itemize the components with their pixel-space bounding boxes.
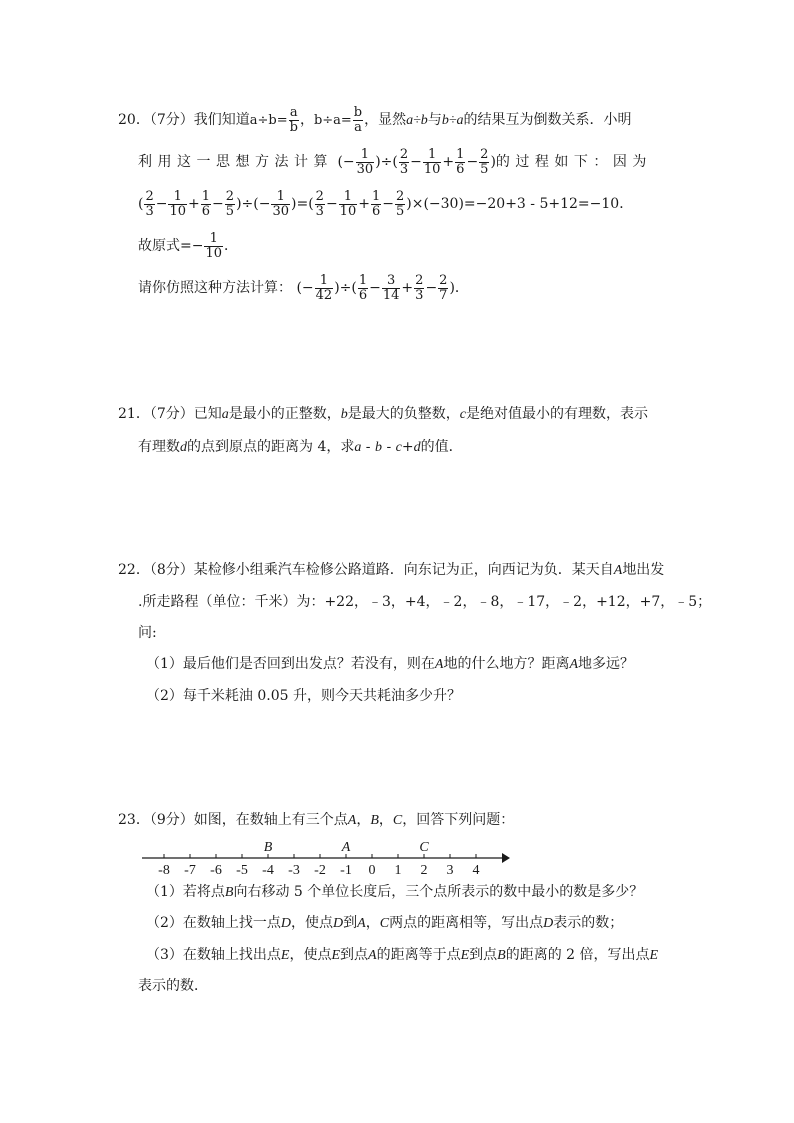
number-line-tick-label: -5 [236,863,248,878]
expr-reciprocal: ( $\frac{2}{3}$ − $\frac{1}{10}$ + $\frac{1}{6}$ − $\frac{2}{5}$ )÷(− $\frac{1}{30}$ )=( $\frac{2}{3}$ − $\frac{1}{10}$ + $\frac{1}{6}$ − $\frac{2}{5}$ ) [138,189,412,219]
expr-task: (− $\frac{1}{42}$ )÷( $\frac{1}{6}$ − $\frac{3}{14}$ + $\frac{2}{3}$ − $\frac{2}{7}$ ) [296,273,455,303]
q22-subquestion-2: （2）每千米耗油 0.05 升，则今天共耗油多少升？ [146,688,461,704]
q20-line5: 请你仿照这种方法计算： (− $\frac{1}{42}$ )÷( $\frac{1}{6}$ − $\frac{3}{14}$ + $\frac{2}{3}$ − $\frac{2}{7}$ )． [138,273,469,303]
number-line-tick-label: 1 [394,863,402,878]
q21-score: （7分） [149,406,194,422]
q22-line1: 22．（8分）某检修小组乘汽车检修公路道路．向东记为正，向西记为负．某天自A地出发 [118,562,665,578]
number-line-tick-label: 4 [472,863,480,878]
q23-line1: 23．（9分）如图，在数轴上有三个点A，B，C，回答下列问题： [118,812,515,828]
number-line-arrow-icon [502,853,510,863]
expr-original: (− $\frac{1}{30}$ )÷( $\frac{2}{3}$ − $\frac{1}{10}$ + $\frac{1}{6}$ − $\frac{2}{5}$ ) [337,147,496,177]
point-label-c: C [419,840,429,855]
q21-number: 21． [118,406,150,422]
q22-number: 22． [118,562,150,578]
number-line-tick-label: -1 [340,863,352,878]
number-line-tick-label: 3 [446,863,454,878]
point-label-a: A [341,840,351,855]
q23-subquestion-2: （2）在数轴上找一点D，使点D到A，C两点的距离相等，写出点D表示的数； [146,915,624,931]
fraction-a-over-b: $\frac{a}{b}$ [289,105,298,135]
q22-subquestion-1: （1）最后他们是否回到出发点？若没有，则在A地的什么地方？距离A地多远？ [146,656,635,672]
number-line-tick-label: -2 [314,863,326,878]
fraction-answer: $\frac{1}{10}$ [205,231,223,261]
q20-line2: 利用这一思想方法计算 (− $\frac{1}{30}$ )÷( $\frac{2}{3}$ − $\frac{1}{10}$ + $\frac{1}{6}$ − $\frac{2}{5}$ )的过程如下：因为 [138,147,652,177]
q20-line1: 20．（7分）我们知道a÷b= $\frac{a}{b}$ ，b÷a= $\frac{b}{a}$ ，显然a÷b与b÷a的结果互为倒数关系．小明 [118,105,632,135]
number-line-tick-label: -7 [184,863,196,878]
q23-subquestion-3-cont: 表示的数． [138,978,208,994]
q23-number: 23． [118,812,150,828]
q22-line2: .所走路程（单位：千米）为：+22，﹣3，+4，﹣2，﹣8，﹣17，﹣2，+12，+7，﹣5； [138,594,712,610]
q21-line1: 21．（7分）已知a是最小的正整数，b是最大的负整数，c是绝对值最小的有理数，表示 [118,406,648,422]
number-line-tick-label: -6 [210,863,222,878]
q20-number: 20． [118,112,150,129]
number-line-figure [138,836,538,880]
q22-line3: 问: [138,625,157,641]
q20-line3: ( $\frac{2}{3}$ − $\frac{1}{10}$ + $\frac{1}{6}$ − $\frac{2}{5}$ )÷(− $\frac{1}{30}$ )=( $\frac{2}{3}$ − $\frac{1}{10}$ + $\frac{1}{6}$ − $\frac{2}{5}$ )×(−30)=−20+3 - 5+12=−10． [138,189,634,219]
point-label-b: B [263,840,273,855]
fraction-b-over-a: $\frac{b}{a}$ [353,105,363,135]
q22-score: （8分） [149,562,194,578]
number-line-tick-label: 2 [420,863,428,878]
q23-score: （9分） [149,812,194,828]
q20-score: （7分） [149,112,194,129]
number-line-tick-label: -8 [158,863,170,878]
number-line-tick-label: -3 [288,863,300,878]
q20-line4: 故原式=− $\frac{1}{10}$ ． [138,231,239,261]
q21-line2: 有理数d的点到原点的距离为 4，求a - b - c+d的值． [138,439,463,455]
q23-subquestion-1: （1）若将点B向右移动 5 个单位长度后，三个点所表示的数中最小的数是多少？ [146,884,644,900]
number-line-tick-label: -4 [262,863,274,878]
number-line-tick-label: 0 [368,863,376,878]
q23-subquestion-3: （3）在数轴上找出点E，使点E到点A的距离等于点E到点B的距离的 2 倍，写出点E [146,947,659,963]
